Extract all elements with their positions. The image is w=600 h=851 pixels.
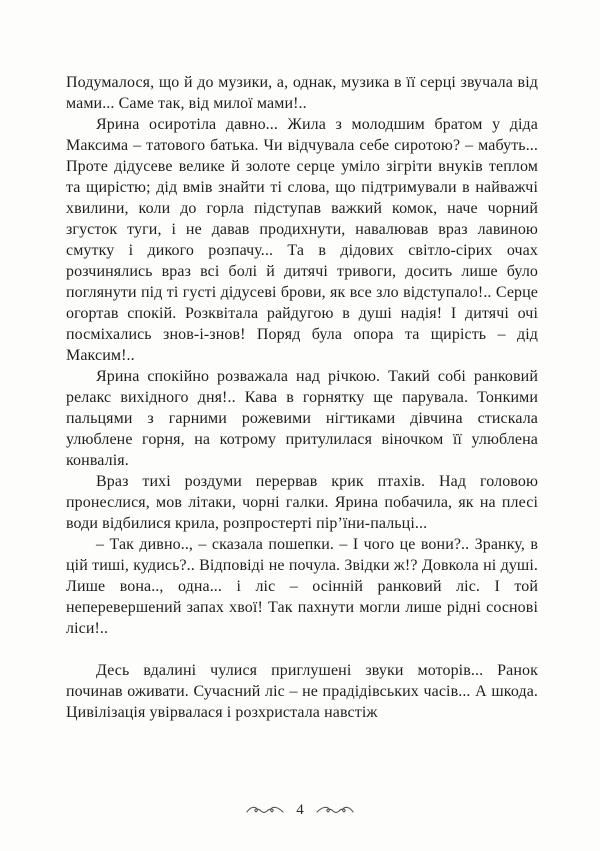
scroll-flourish-right-icon xyxy=(316,806,354,816)
paragraph: Десь вдалині чулися приглушені звуки моторів... Ранок починав оживати. Сучасний ліс – не прадідівських часів... А шкода. Цивілізація увірвалася і розхристала навстіж xyxy=(66,662,538,721)
scroll-flourish-left-icon xyxy=(246,806,284,816)
paragraph: Подумалося, що й до музики, а, однак, музика в її серці звучала від мами... Саме так, від милої мами!.. xyxy=(66,74,538,112)
text-block xyxy=(66,72,538,723)
page-number: 4 xyxy=(296,802,304,818)
paragraph: Враз тихі роздуми перервав крик птахів. Над головою пронеслися, мов літаки, чорні галки. Ярина побачила, як на плесі води відбилися крила, розпростерті пір’їни-пальці... xyxy=(66,473,538,532)
paragraph: Ярина спокійно розважала над річкою. Такий собі ранковий релакс вихідного дня!.. Кава в горнятку ще парувала. Тонкими пальцями з гарними рожевими нігтиками дівчина стискала улюблене горня, на котрому притулилася віночком її улюблена конвалія. xyxy=(66,368,538,469)
paragraph: – Так дивно.., – сказала пошепки. – І чого це вони?.. Зранку, в цій тиші, кудись?.. Відповіді не почула. Звідки ж!? Довкола ні душі. Лише вона.., одна... і ліс – осінній ранковий ліс. І той неперевершений запах хвої! Так пахнути могли лише рідні соснові ліси!.. xyxy=(66,536,538,637)
paragraph: Ярина осиротіла давно... Жила з молодшим братом у діда Максима – татового батька. Чи відчувала себе сиротою? – мабуть... Проте дідусеве велике й золоте серце уміло зігріти внуків теплом та щирістю; дід вмів знайти ті слова, що підтримували в найважчі хвилини, коли до горла підступав важкий комок, наче чорний згусток туги, і не давав продихнути, навалював враз лавиною смутку і дикого розпачу... Та в дідових світло-сірих очах розчинялись враз всі болі й дитячі тривоги, досить лише було поглянути під ті густі дідусеві брови, як все зло відступало!.. Серце огортав спокій. Розквітала райдугою в душі надія! І дитячі очі посміхались знов-і-знов! Поряд була опора та щирість – дід Максим!.. xyxy=(66,116,538,364)
page-footer xyxy=(0,802,600,819)
